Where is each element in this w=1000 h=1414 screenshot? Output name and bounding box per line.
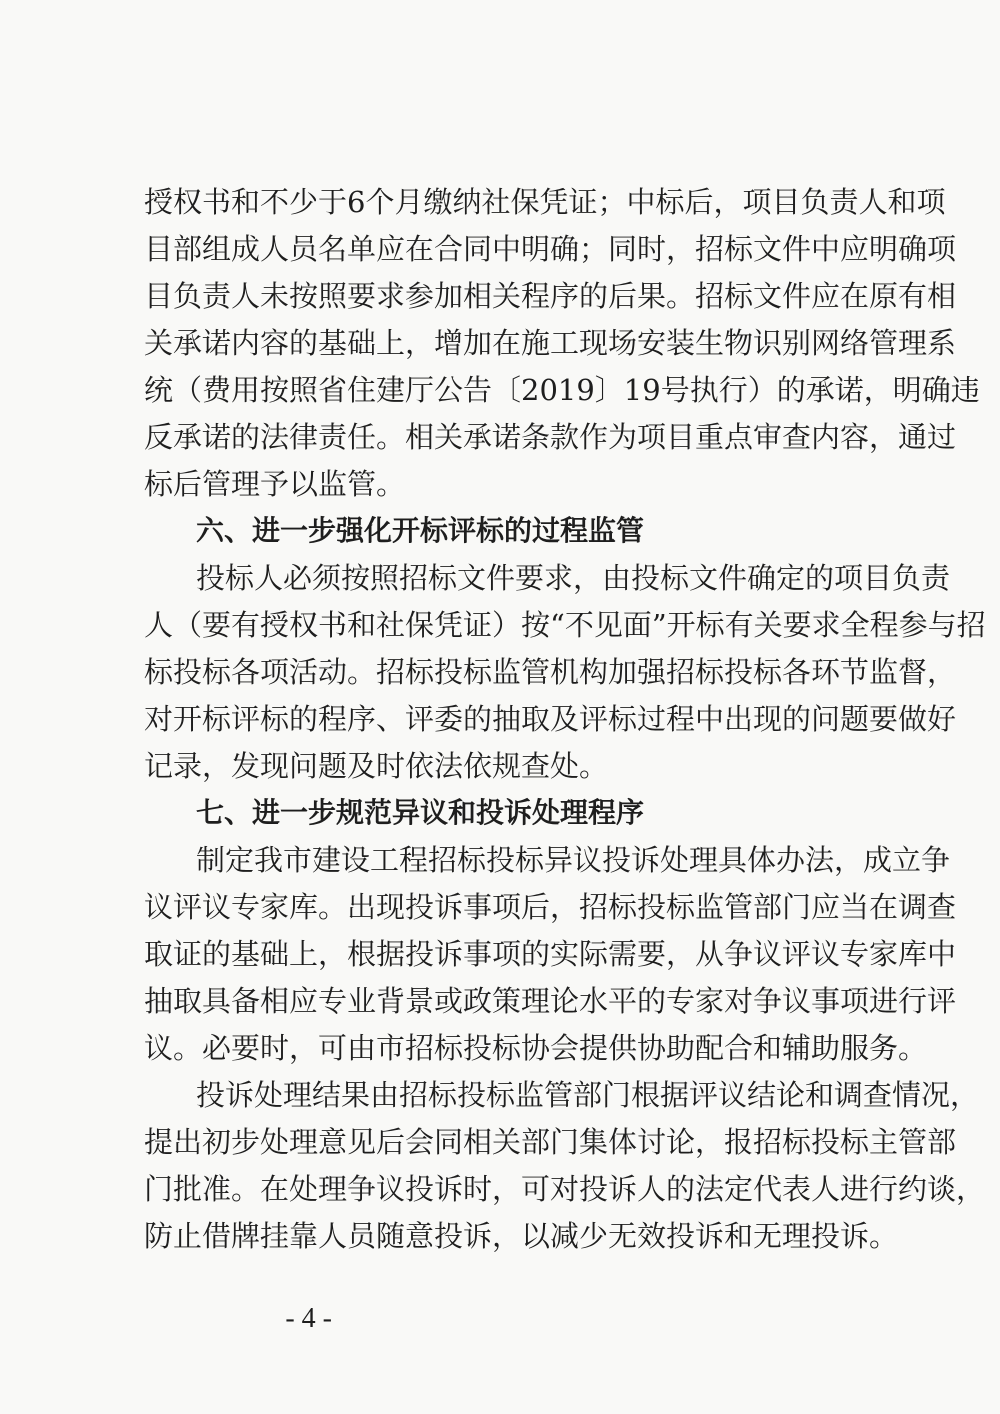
paragraph-line: 人（要有授权书和社保凭证）按“不见面”开标有关要求全程参与招 bbox=[144, 608, 986, 642]
paragraph-line: 标后管理予以监管。 bbox=[144, 467, 406, 501]
paragraph-line: 抽取具备相应专业背景或政策理论水平的专家对争议事项进行评 bbox=[144, 984, 957, 1018]
paragraph-line: 议。必要时，可由市招标投标协会提供协助配合和辅助服务。 bbox=[144, 1031, 928, 1065]
paragraph-line: 目部组成人员名单应在合同中明确；同时，招标文件中应明确项 bbox=[144, 232, 957, 266]
paragraph-line: 防止借牌挂靠人员随意投诉，以减少无效投诉和无理投诉。 bbox=[144, 1219, 899, 1253]
page-number: - 4 - bbox=[285, 1303, 332, 1334]
paragraph-line: 目负责人未按照要求参加相关程序的后果。招标文件应在原有相 bbox=[144, 279, 957, 313]
section-heading-6: 六、进一步强化开标评标的过程监管 bbox=[196, 514, 645, 547]
paragraph-line: 统（费用按照省住建厅公告〔2019〕19号执行）的承诺，明确违 bbox=[144, 373, 980, 407]
paragraph-line: 制定我市建设工程招标投标异议投诉处理具体办法，成立争 bbox=[196, 843, 951, 877]
paragraph-line: 取证的基础上，根据投诉事项的实际需要，从争议评议专家库中 bbox=[144, 937, 957, 971]
paragraph-line: 门批准。在处理争议投诉时，可对投诉人的法定代表人进行约谈， bbox=[144, 1172, 986, 1206]
paragraph-line: 议评议专家库。出现投诉事项后，招标投标监管部门应当在调查 bbox=[144, 890, 957, 924]
paragraph-line: 对开标评标的程序、评委的抽取及评标过程中出现的问题要做好 bbox=[144, 702, 957, 736]
paragraph-line: 授权书和不少于6个月缴纳社保凭证；中标后，项目负责人和项 bbox=[144, 185, 946, 219]
paragraph-line: 投标人必须按照招标文件要求，由投标文件确定的项目负责 bbox=[196, 561, 951, 595]
paragraph-line: 关承诺内容的基础上，增加在施工现场安装生物识别网络管理系 bbox=[144, 326, 957, 360]
paragraph-line: 提出初步处理意见后会同相关部门集体讨论，报招标投标主管部 bbox=[144, 1125, 957, 1159]
paragraph-line: 记录，发现问题及时依法依规查处。 bbox=[144, 749, 609, 783]
paragraph-line: 标投标各项活动。招标投标监管机构加强招标投标各环节监督， bbox=[144, 655, 957, 689]
paragraph-line: 投诉处理结果由招标投标监管部门根据评议结论和调查情况， bbox=[196, 1078, 980, 1112]
section-heading-7: 七、进一步规范异议和投诉处理程序 bbox=[196, 796, 645, 829]
paragraph-line: 反承诺的法律责任。相关承诺条款作为项目重点审查内容，通过 bbox=[144, 420, 957, 454]
